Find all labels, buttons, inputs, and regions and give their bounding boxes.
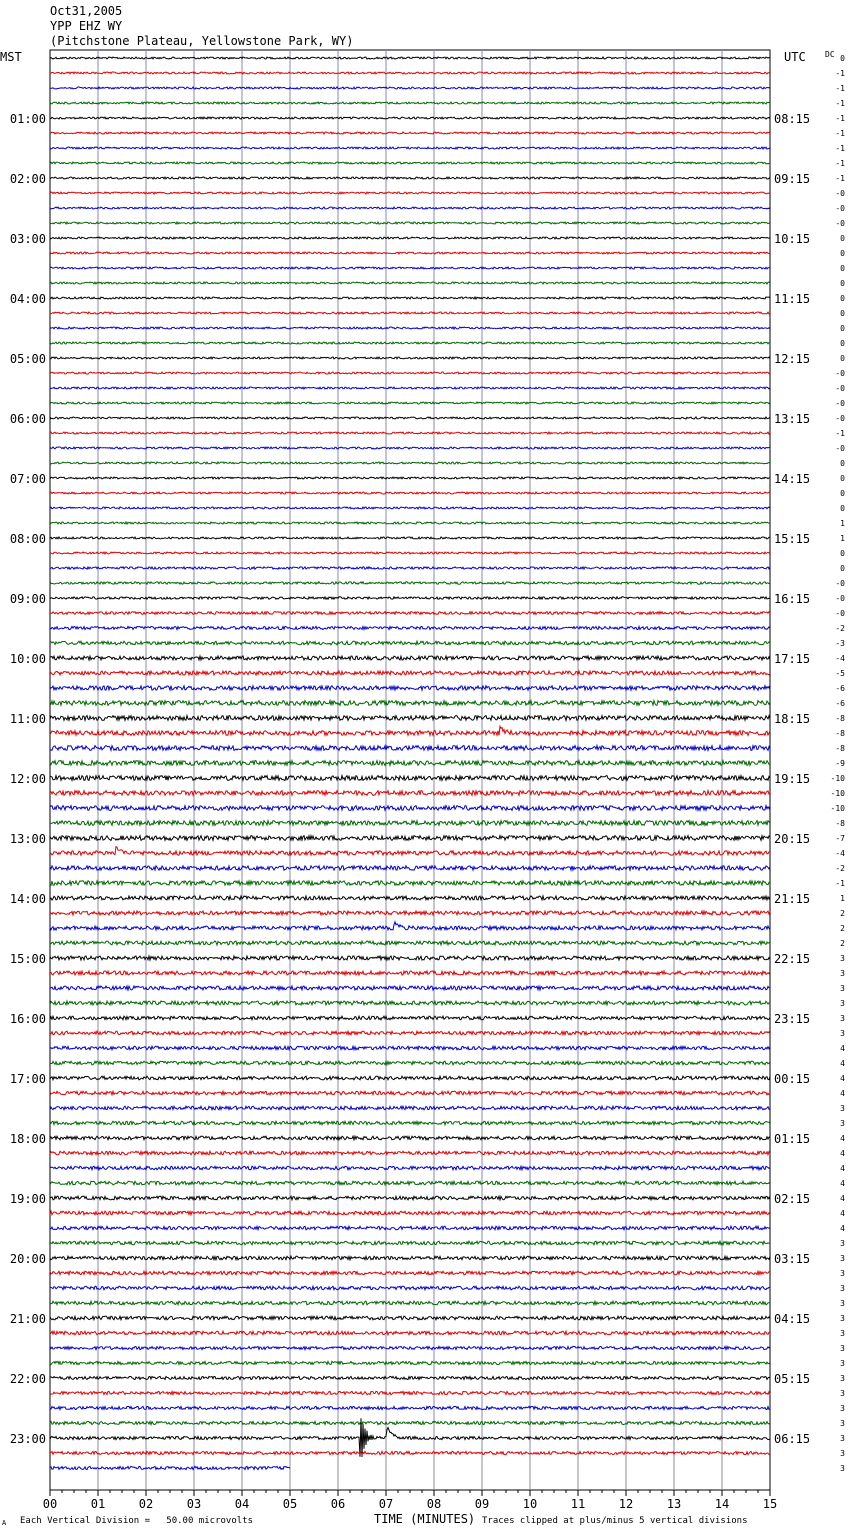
trace-line xyxy=(50,626,770,629)
trace-line xyxy=(50,417,770,419)
dc-offset-label: -9 xyxy=(835,759,845,768)
trace-line xyxy=(50,971,770,975)
dc-offset-label: 4 xyxy=(840,1044,845,1053)
right-time-label: 14:15 xyxy=(774,472,811,486)
trace-line xyxy=(50,342,770,344)
trace-line xyxy=(50,117,770,119)
dc-offset-label: -2 xyxy=(835,624,845,633)
dc-offset-label: 3 xyxy=(840,1029,845,1038)
trace-line xyxy=(50,252,770,254)
left-time-label: 19:00 xyxy=(9,1192,46,1206)
dc-offset-label: 1 xyxy=(840,519,845,528)
left-time-label: 05:00 xyxy=(9,352,46,366)
trace-line xyxy=(50,1421,770,1424)
trace-line xyxy=(50,222,770,224)
left-time-label: 08:00 xyxy=(9,532,46,546)
trace-line xyxy=(50,1466,290,1469)
right-time-label: 18:15 xyxy=(774,712,811,726)
trace-line xyxy=(50,726,770,735)
trace-line xyxy=(50,1106,770,1110)
right-time-label: 02:15 xyxy=(774,1192,811,1206)
dc-offset-label: -1 xyxy=(835,879,845,888)
trace-line xyxy=(50,806,770,811)
trace-line xyxy=(50,1046,770,1050)
trace-line xyxy=(50,327,770,329)
left-time-label: 22:00 xyxy=(9,1372,46,1386)
trace-line xyxy=(50,641,770,645)
right-time-label: 05:15 xyxy=(774,1372,811,1386)
trace-line xyxy=(50,597,770,599)
dc-offset-label: -0 xyxy=(835,369,845,378)
dc-offset-label: -10 xyxy=(830,789,845,798)
right-time-label: 23:15 xyxy=(774,1012,811,1026)
right-time-label: 15:15 xyxy=(774,532,811,546)
dc-offset-label: -0 xyxy=(835,609,845,618)
trace-line xyxy=(50,1331,770,1335)
trace-line xyxy=(50,716,770,721)
dc-offset-label: 3 xyxy=(840,999,845,1008)
dc-offset-label: 0 xyxy=(840,324,845,333)
dc-offset-label: 3 xyxy=(840,969,845,978)
right-time-label: 17:15 xyxy=(774,652,811,666)
left-time-label: 01:00 xyxy=(9,112,46,126)
left-time-label: 18:00 xyxy=(9,1132,46,1146)
right-time-label: 16:15 xyxy=(774,592,811,606)
trace-line xyxy=(50,312,770,314)
dc-offset-label: 3 xyxy=(840,1299,845,1308)
x-tick-label: 04 xyxy=(234,1497,250,1511)
dc-offset-label: 3 xyxy=(840,1389,845,1398)
x-tick-label: 11 xyxy=(570,1497,586,1511)
trace-line xyxy=(50,522,770,524)
trace-line xyxy=(50,87,770,89)
dc-offset-label: 4 xyxy=(840,1194,845,1203)
dc-offset-label: 4 xyxy=(840,1134,845,1143)
x-tick-label: 09 xyxy=(474,1497,490,1511)
right-time-label: 20:15 xyxy=(774,832,811,846)
dc-offset-label: -3 xyxy=(835,639,845,648)
dc-offset-label: 3 xyxy=(840,1359,845,1368)
trace-line xyxy=(50,462,770,464)
x-tick-label: 15 xyxy=(762,1497,778,1511)
trace-line xyxy=(50,1121,770,1125)
right-time-label: 19:15 xyxy=(774,772,811,786)
right-time-label: 10:15 xyxy=(774,232,811,246)
trace-line xyxy=(50,1091,770,1095)
dc-offset-label: 4 xyxy=(840,1149,845,1158)
left-time-label: 23:00 xyxy=(9,1432,46,1446)
dc-offset-label: -10 xyxy=(830,774,845,783)
x-tick-label: 01 xyxy=(90,1497,106,1511)
dc-offset-label: -8 xyxy=(835,819,845,828)
trace-line xyxy=(50,447,770,449)
trace-line xyxy=(50,72,770,74)
dc-offset-label: -8 xyxy=(835,729,845,738)
right-time-label: 00:15 xyxy=(774,1072,811,1086)
dc-offset-label: 3 xyxy=(840,1344,845,1353)
dc-offset-label: -0 xyxy=(835,444,845,453)
left-time-label: 07:00 xyxy=(9,472,46,486)
left-axis-label: MST xyxy=(0,50,22,64)
dc-offset-label: 3 xyxy=(840,954,845,963)
trace-line xyxy=(50,1406,770,1409)
trace-line xyxy=(50,1271,770,1275)
x-tick-label: 12 xyxy=(618,1497,634,1511)
dc-offset-label: 0 xyxy=(840,309,845,318)
dc-offset-label: 4 xyxy=(840,1074,845,1083)
trace-line xyxy=(50,297,770,299)
trace-line xyxy=(50,537,770,539)
trace-line xyxy=(50,1346,770,1349)
dc-offset-label: 0 xyxy=(840,234,845,243)
trace-line xyxy=(50,701,770,706)
dc-offset-label: 4 xyxy=(840,1179,845,1188)
trace-line xyxy=(50,1016,770,1020)
left-time-label: 20:00 xyxy=(9,1252,46,1266)
trace-line xyxy=(50,836,770,841)
dc-offset-label: 3 xyxy=(840,984,845,993)
trace-line xyxy=(50,686,770,690)
trace-line xyxy=(50,507,770,509)
dc-offset-label: 3 xyxy=(840,1314,845,1323)
x-tick-label: 08 xyxy=(426,1497,442,1511)
trace-line xyxy=(50,911,770,915)
dc-offset-label: 0 xyxy=(840,279,845,288)
right-time-label: 04:15 xyxy=(774,1312,811,1326)
corner-mark: A xyxy=(2,1519,7,1527)
dc-offset-label: -0 xyxy=(835,399,845,408)
dc-offset-label: 4 xyxy=(840,1164,845,1173)
dc-offset-label: 3 xyxy=(840,1404,845,1413)
trace-line xyxy=(50,1031,770,1035)
dc-offset-label: -6 xyxy=(835,684,845,693)
trace-line xyxy=(50,102,770,104)
trace-line xyxy=(50,922,770,930)
dc-offset-label: 0 xyxy=(840,549,845,558)
x-axis-title: TIME (MINUTES) xyxy=(374,1512,476,1526)
trace-line xyxy=(50,552,770,554)
right-time-label: 13:15 xyxy=(774,412,811,426)
trace-line xyxy=(50,1061,770,1065)
trace-line xyxy=(50,1211,770,1215)
x-tick-label: 05 xyxy=(282,1497,298,1511)
trace-line xyxy=(50,147,770,149)
right-time-label: 22:15 xyxy=(774,952,811,966)
left-time-label: 13:00 xyxy=(9,832,46,846)
trace-line xyxy=(50,896,770,900)
trace-line xyxy=(50,207,770,209)
dc-offset-label: -0 xyxy=(835,204,845,213)
dc-offset-label: 1 xyxy=(840,534,845,543)
right-time-label: 21:15 xyxy=(774,892,811,906)
trace-line xyxy=(50,776,770,781)
left-time-label: 11:00 xyxy=(9,712,46,726)
trace-line xyxy=(50,237,770,239)
dc-offset-label: 3 xyxy=(840,1464,845,1473)
dc-offset-label: 0 xyxy=(840,54,845,63)
dc-offset-label: 1 xyxy=(840,894,845,903)
chart-date: Oct31,2005 xyxy=(50,4,123,18)
dc-offset-label: -4 xyxy=(835,654,845,663)
dc-offset-label: -1 xyxy=(835,129,845,138)
trace-line xyxy=(50,192,770,194)
right-time-label: 09:15 xyxy=(774,172,811,186)
trace-line xyxy=(50,387,770,389)
left-time-label: 03:00 xyxy=(9,232,46,246)
trace-line xyxy=(50,1001,770,1005)
station-code: YPP EHZ WY xyxy=(50,19,123,33)
x-tick-label: 13 xyxy=(666,1497,682,1511)
dc-offset-label: 4 xyxy=(840,1089,845,1098)
clip-note: Traces clipped at plus/minus 5 vertical divisions xyxy=(482,1516,748,1526)
dc-offset-label: -1 xyxy=(835,144,845,153)
trace-line xyxy=(50,492,770,494)
trace-line xyxy=(50,1166,770,1170)
right-time-label: 11:15 xyxy=(774,292,811,306)
dc-offset-label: 0 xyxy=(840,249,845,258)
dc-offset-label: -7 xyxy=(835,834,845,843)
dc-offset-label: 3 xyxy=(840,1269,845,1278)
right-time-label: 12:15 xyxy=(774,352,811,366)
trace-line xyxy=(50,582,770,584)
dc-offset-label: 0 xyxy=(840,339,845,348)
trace-line xyxy=(50,1418,770,1457)
dc-offset-label: -10 xyxy=(830,804,845,813)
dc-offset-label: 0 xyxy=(840,294,845,303)
left-time-label: 10:00 xyxy=(9,652,46,666)
dc-offset-label: -1 xyxy=(835,99,845,108)
trace-line xyxy=(50,1241,770,1245)
dc-offset-label: 0 xyxy=(840,564,845,573)
dc-offset-label: 3 xyxy=(840,1119,845,1128)
trace-line xyxy=(50,477,770,479)
dc-offset-label: -0 xyxy=(835,219,845,228)
dc-offset-label: -8 xyxy=(835,744,845,753)
dc-offset-label: 3 xyxy=(840,1449,845,1458)
trace-line xyxy=(50,1286,770,1290)
trace-line xyxy=(50,656,770,660)
trace-line xyxy=(50,567,770,569)
dc-offset-label: 0 xyxy=(840,504,845,513)
trace-line xyxy=(50,986,770,990)
x-tick-label: 06 xyxy=(330,1497,346,1511)
x-tick-label: 14 xyxy=(714,1497,730,1511)
dc-offset-label: -8 xyxy=(835,714,845,723)
trace-line xyxy=(50,1451,770,1454)
dc-offset-label: -2 xyxy=(835,864,845,873)
trace-line xyxy=(50,1226,770,1230)
dc-offset-label: -0 xyxy=(835,189,845,198)
right-axis-label: UTC xyxy=(784,50,806,64)
dc-offset-label: -4 xyxy=(835,849,845,858)
x-tick-label: 03 xyxy=(186,1497,202,1511)
dc-offset-label: 0 xyxy=(840,474,845,483)
trace-line xyxy=(50,57,770,59)
trace-line xyxy=(50,821,770,826)
x-tick-label: 10 xyxy=(522,1497,538,1511)
trace-line xyxy=(50,746,770,751)
trace-line xyxy=(50,1256,770,1260)
left-time-label: 17:00 xyxy=(9,1072,46,1086)
dc-offset-label: 3 xyxy=(840,1254,845,1263)
trace-line xyxy=(50,132,770,134)
left-time-label: 21:00 xyxy=(9,1312,46,1326)
trace-line xyxy=(50,162,770,164)
trace-line xyxy=(50,1136,770,1140)
dc-offset-label: -1 xyxy=(835,174,845,183)
trace-line xyxy=(50,282,770,284)
dc-offset-label: -0 xyxy=(835,594,845,603)
dc-offset-label: 3 xyxy=(840,1374,845,1383)
trace-line xyxy=(50,1376,770,1379)
station-location: (Pitchstone Plateau, Yellowstone Park, WY) xyxy=(50,34,354,48)
dc-offset-label: -1 xyxy=(835,429,845,438)
dc-offset-label: -5 xyxy=(835,669,845,678)
dc-offset-label: -0 xyxy=(835,384,845,393)
dc-offset-label: 2 xyxy=(840,909,845,918)
dc-offset-label: 0 xyxy=(840,354,845,363)
x-tick-label: 07 xyxy=(378,1497,394,1511)
right-time-label: 06:15 xyxy=(774,1432,811,1446)
x-tick-label: 00 xyxy=(42,1497,58,1511)
trace-line xyxy=(50,267,770,269)
left-time-label: 12:00 xyxy=(9,772,46,786)
trace-line xyxy=(50,177,770,179)
trace-line xyxy=(50,1391,770,1394)
trace-line xyxy=(50,1151,770,1155)
dc-offset-label: 0 xyxy=(840,459,845,468)
trace-line xyxy=(50,881,770,885)
x-tick-label: 02 xyxy=(138,1497,154,1511)
trace-line xyxy=(50,941,770,945)
dc-offset-label: -1 xyxy=(835,159,845,168)
dc-offset-label: 4 xyxy=(840,1059,845,1068)
dc-offset-label: 3 xyxy=(840,1104,845,1113)
trace-line xyxy=(50,847,770,856)
dc-offset-label: 3 xyxy=(840,1419,845,1428)
trace-line xyxy=(50,761,770,766)
dc-offset-label: 3 xyxy=(840,1284,845,1293)
trace-line xyxy=(50,1181,770,1185)
trace-line xyxy=(50,956,770,960)
dc-offset-label: 4 xyxy=(840,1224,845,1233)
right-time-label: 01:15 xyxy=(774,1132,811,1146)
dc-offset-label: 0 xyxy=(840,489,845,498)
left-time-label: 04:00 xyxy=(9,292,46,306)
dc-offset-label: 3 xyxy=(840,1239,845,1248)
trace-line xyxy=(50,671,770,675)
dc-offset-label: 3 xyxy=(840,1014,845,1023)
left-time-label: 02:00 xyxy=(9,172,46,186)
left-time-label: 16:00 xyxy=(9,1012,46,1026)
trace-line xyxy=(50,1301,770,1305)
dc-offset-label: -0 xyxy=(835,579,845,588)
trace-line xyxy=(50,791,770,796)
dc-header: DC xyxy=(825,50,835,59)
dc-offset-label: 3 xyxy=(840,1329,845,1338)
right-time-label: 08:15 xyxy=(774,112,811,126)
trace-line xyxy=(50,1361,770,1364)
dc-offset-label: 2 xyxy=(840,939,845,948)
left-time-label: 14:00 xyxy=(9,892,46,906)
trace-line xyxy=(50,432,770,434)
trace-line xyxy=(50,1196,770,1200)
dc-offset-label: 2 xyxy=(840,924,845,933)
scale-note: Each Vertical Division = 50.00 microvolts xyxy=(20,1516,253,1526)
dc-offset-label: -1 xyxy=(835,84,845,93)
left-time-label: 15:00 xyxy=(9,952,46,966)
trace-line xyxy=(50,1076,770,1080)
trace-line xyxy=(50,372,770,374)
dc-offset-label: -1 xyxy=(835,69,845,78)
dc-offset-label: 4 xyxy=(840,1209,845,1218)
dc-offset-label: -6 xyxy=(835,699,845,708)
dc-offset-label: 3 xyxy=(840,1434,845,1443)
trace-line xyxy=(50,866,770,870)
trace-line xyxy=(50,612,770,615)
dc-offset-label: -0 xyxy=(835,414,845,423)
dc-offset-label: 0 xyxy=(840,264,845,273)
trace-line xyxy=(50,357,770,359)
trace-line xyxy=(50,1316,770,1320)
dc-offset-label: -1 xyxy=(835,114,845,123)
trace-line xyxy=(50,402,770,404)
left-time-label: 06:00 xyxy=(9,412,46,426)
right-time-label: 03:15 xyxy=(774,1252,811,1266)
left-time-label: 09:00 xyxy=(9,592,46,606)
